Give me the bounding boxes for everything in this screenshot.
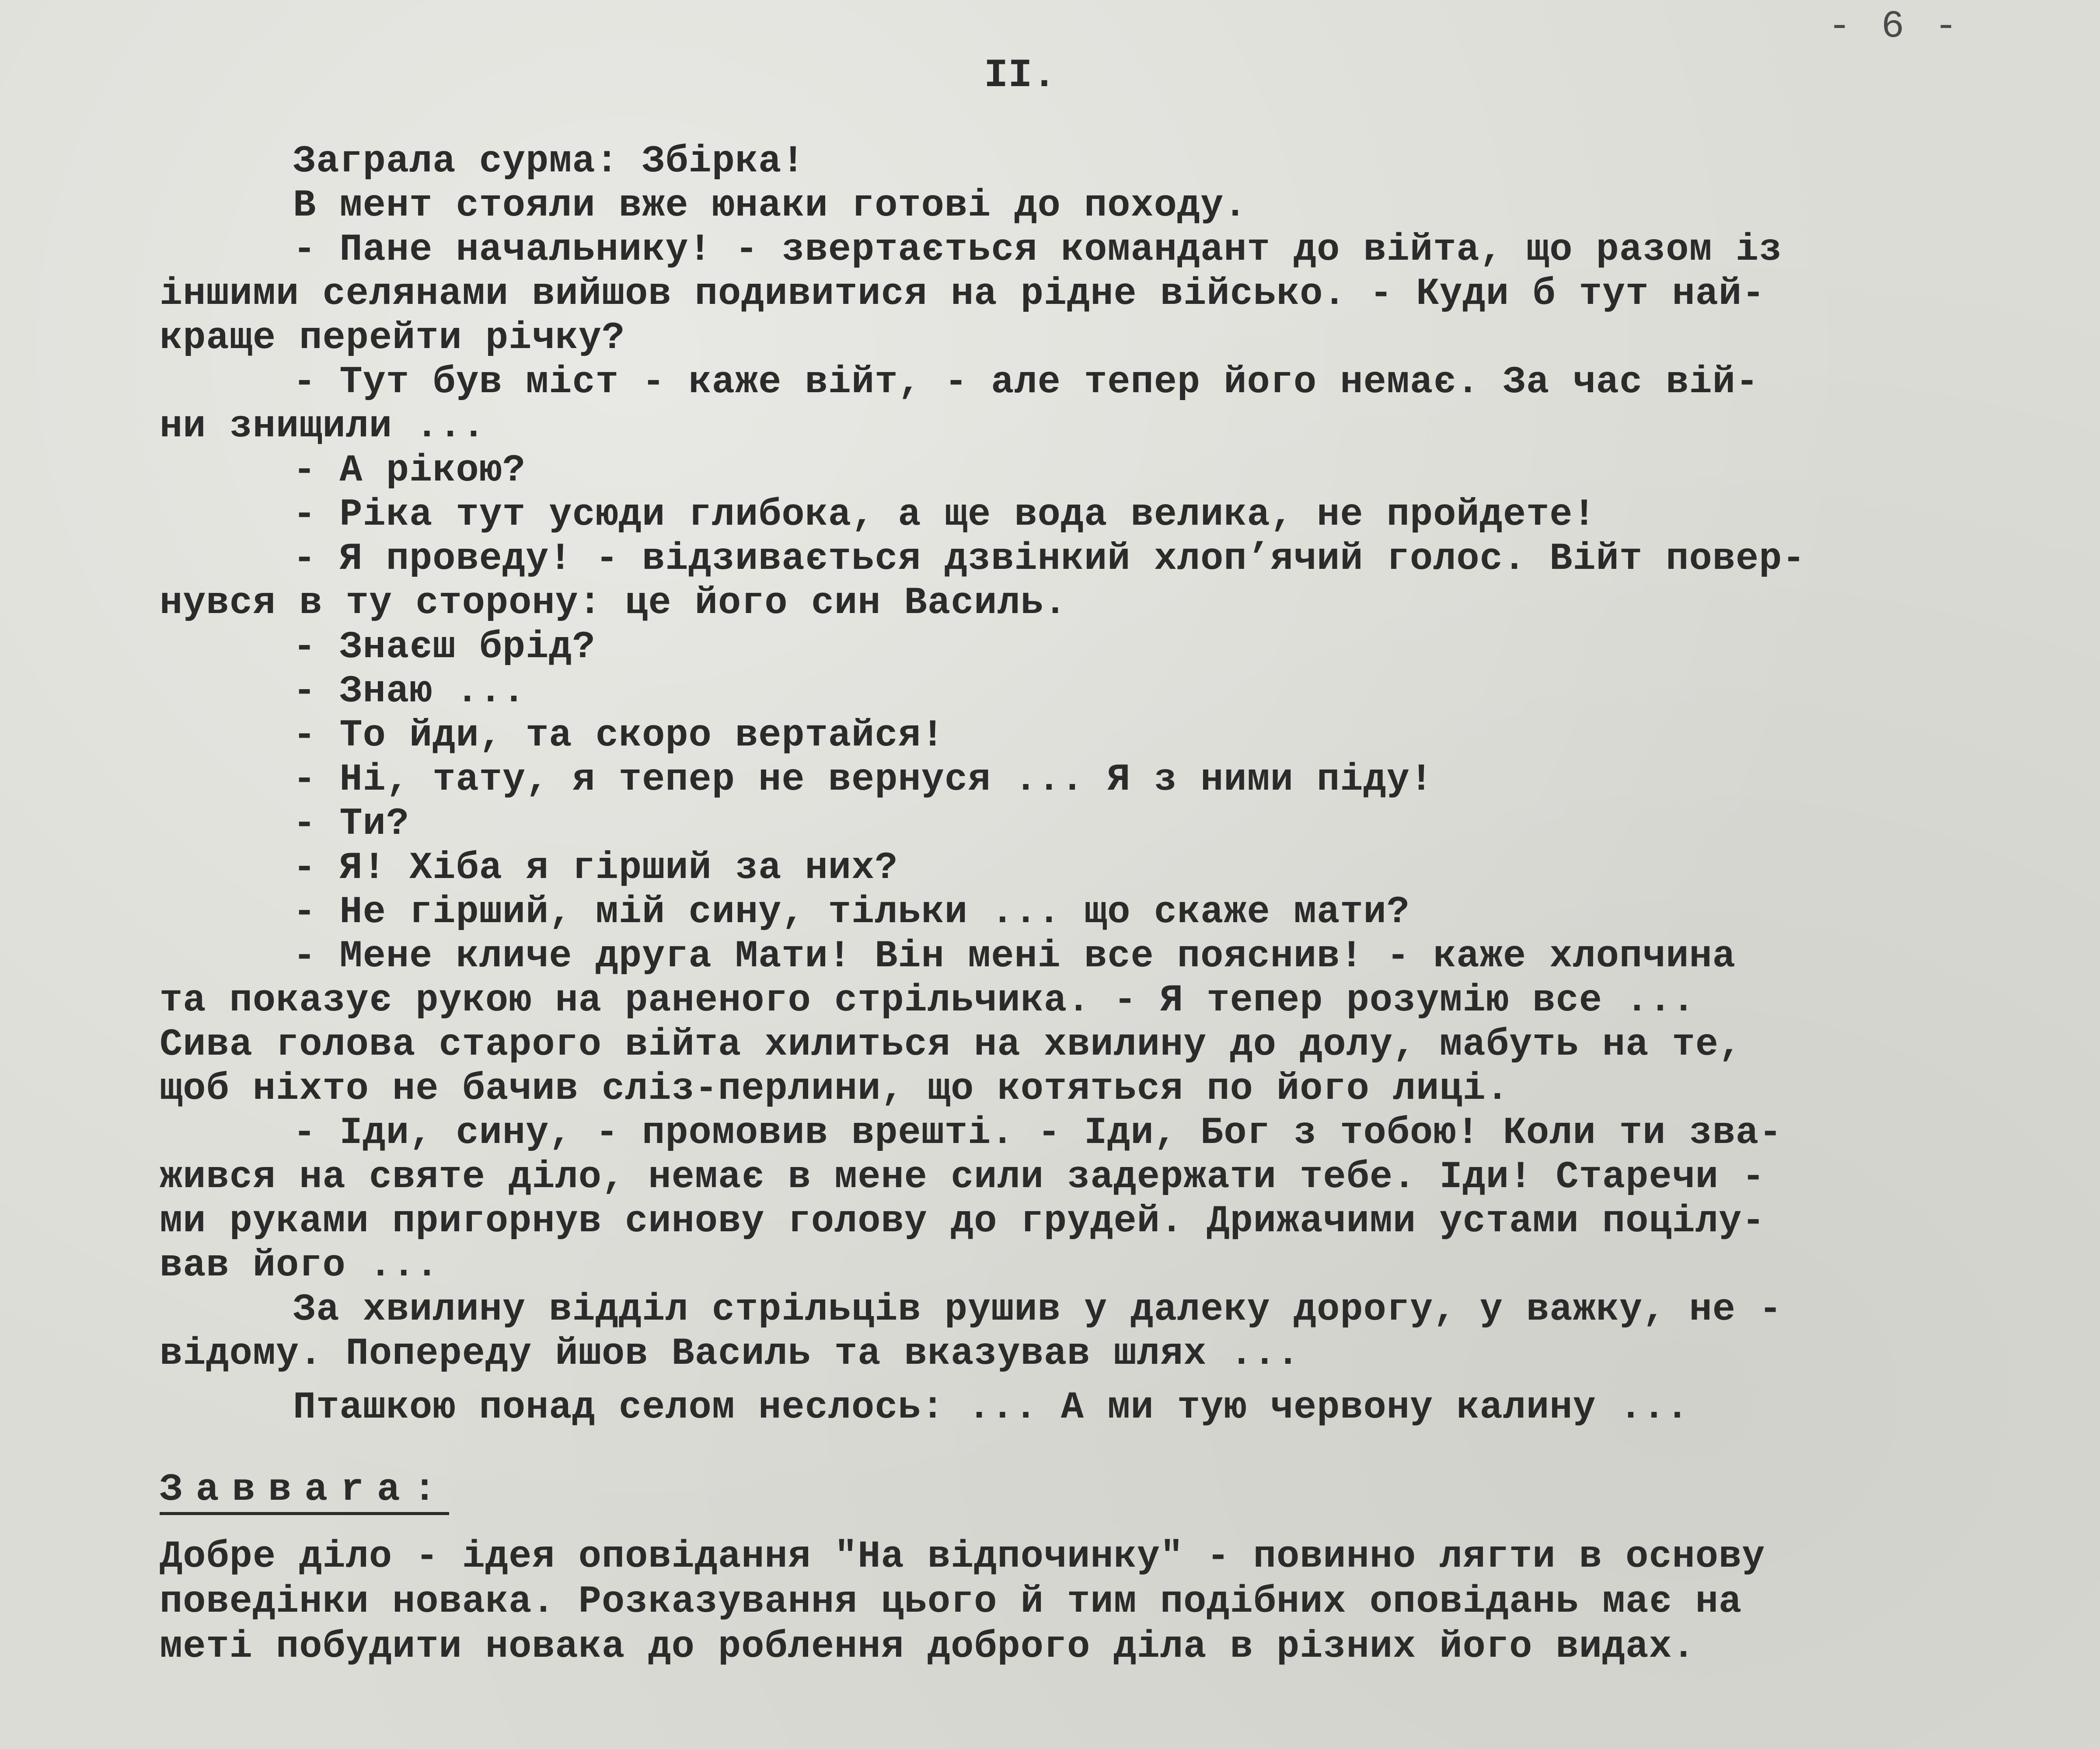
text-line: - Знаєш брід? xyxy=(293,626,596,669)
text-line: - Тут був міст - каже війт, - але тепер його немає. За час вій- xyxy=(293,361,1759,404)
text-line: ни знищили ... xyxy=(160,405,485,448)
text-line: Заграла сурма: Збірка! xyxy=(293,140,805,183)
text-line: Пташкою понад селом неслось: ... А ми тую червону калину ... xyxy=(293,1387,1689,1429)
text-line: - Не гірший, мій сину, тільки ... що скаже мати? xyxy=(293,891,1410,934)
page-number: - 6 - xyxy=(1828,5,1961,49)
note-line: поведінки новака. Розказування цього й тим подібних оповідань має на xyxy=(160,1581,1742,1624)
text-line: В мент стояли вже юнаки готові до походу. xyxy=(293,185,1247,227)
text-line: нувся в ту сторону: це його син Василь. xyxy=(160,582,1067,625)
text-line: Сива голова старого війта хилиться на хвилину до долу, мабуть на те, xyxy=(160,1024,1742,1066)
text-line: За хвилину відділ стрільців рушив у далеку дорогу, у важку, не - xyxy=(293,1289,1783,1331)
note-line: Добре діло - ідея оповідання "На відпочинку" - повинно лягти в основу xyxy=(160,1536,1765,1578)
text-line: - А рікою? xyxy=(293,449,526,492)
text-line: - Я проведу! - відзивається дзвінкий хлоп’ячий голос. Війт повер- xyxy=(293,538,1806,581)
text-line: - Ні, тату, я тепер не вернуся ... Я з ними піду! xyxy=(293,759,1434,801)
text-line: щоб ніхто не бачив сліз-перлини, що котяться по його лиці. xyxy=(160,1068,1510,1111)
note-heading: Завваrа: xyxy=(160,1469,449,1515)
text-line: відому. Попереду йшов Василь та вказував шлях ... xyxy=(160,1333,1300,1376)
text-line: - Пане начальнику! - звертається командант до війта, що разом із xyxy=(293,229,1783,272)
text-line: - Знаю ... xyxy=(293,670,526,713)
text-line: іншими селянами вийшов подивитися на рідне військо. - Куди б тут най- xyxy=(160,273,1765,316)
text-line: - Ріка тут усюди глибока, а ще вода велика, не пройдете! xyxy=(293,494,1596,537)
note-line: меті побудити новака до роблення доброго діла в різних його видах. xyxy=(160,1626,1695,1669)
chapter-heading: II. xyxy=(984,52,1057,98)
text-line: жився на святе діло, немає в мене сили задержати тебе. Іди! Старечи - xyxy=(160,1156,1765,1199)
note-text xyxy=(160,1535,2040,1670)
text-line: - Іди, сину, - промовив врешті. - Іди, Бог з тобою! Коли ти зва- xyxy=(293,1112,1783,1155)
text-line: ми руками пригорнув синову голову до грудей. Дрижачими устами поцілу- xyxy=(160,1200,1765,1243)
text-line: - Мене кличе друга Мати! Він мені все пояснив! - каже хлопчина xyxy=(293,935,1736,978)
text-line: - Я! Хіба я гірший за них? xyxy=(293,847,898,890)
text-line: та показує рукою на раненого стрільчика. - Я тепер розумію все ... xyxy=(160,979,1695,1022)
text-line: краще перейти річку? xyxy=(160,317,625,360)
text-line: вав його ... xyxy=(160,1244,439,1287)
text-line: - Ти? xyxy=(293,803,410,846)
text-line: - То йди, та скоро вертайся! xyxy=(293,714,945,757)
story-text xyxy=(160,140,2040,1430)
